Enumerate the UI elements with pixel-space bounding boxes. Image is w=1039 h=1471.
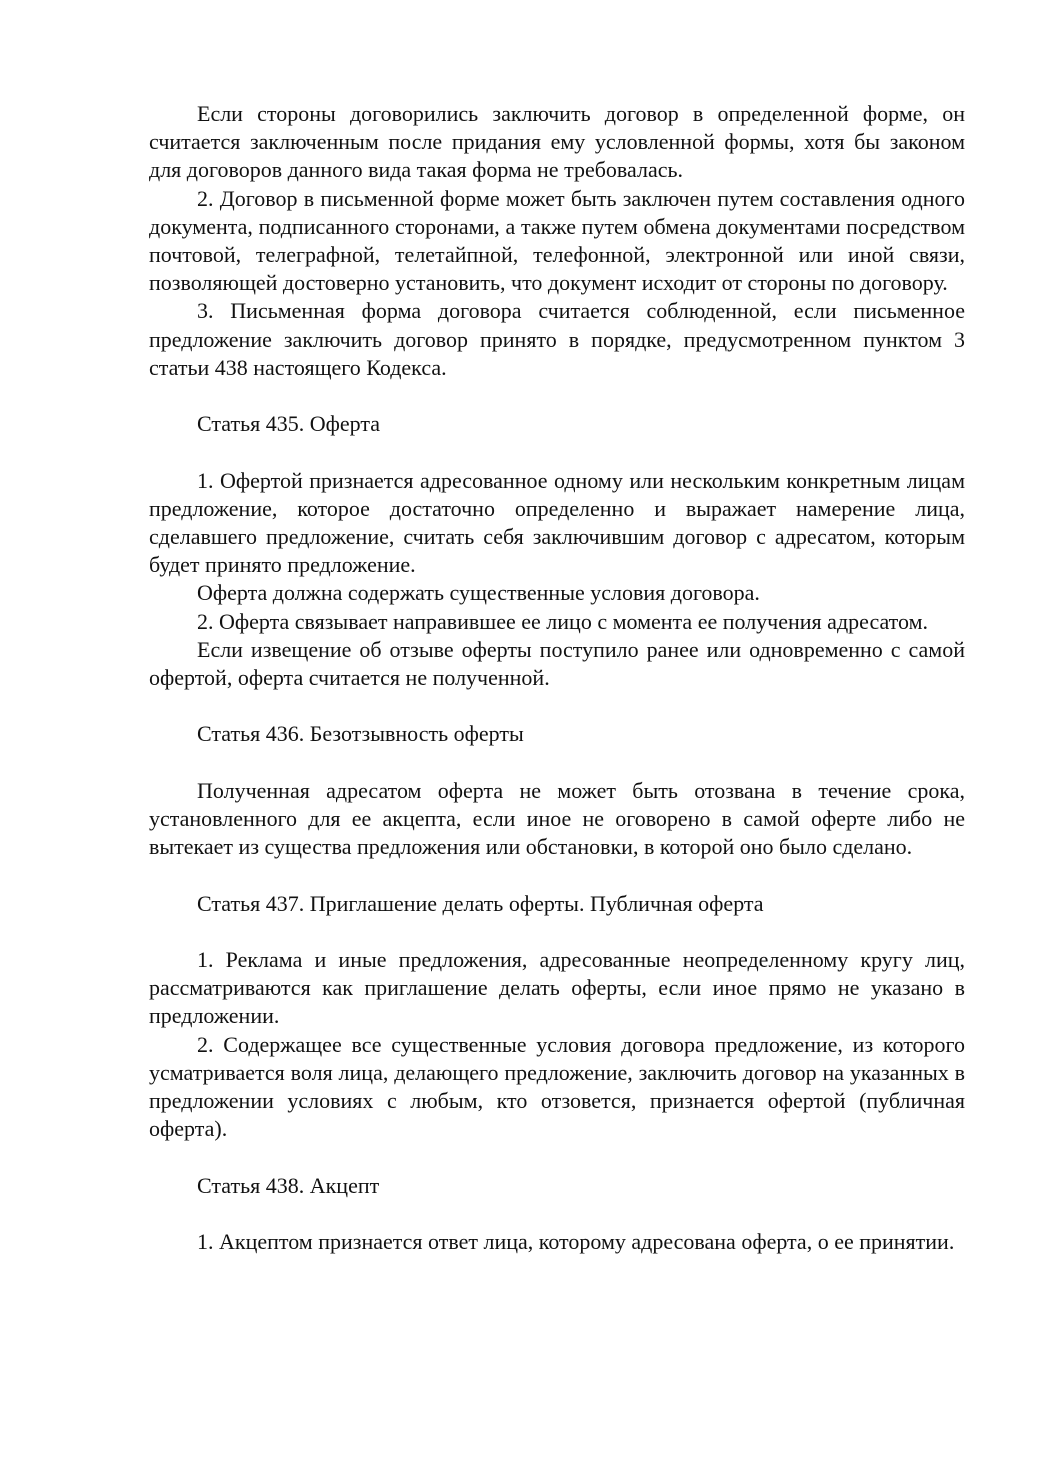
spacer bbox=[149, 861, 965, 889]
article-435-paragraph-4: Если извещение об отзыве оферты поступило ранее или одновременно с самой офертой, оферта считается не полученной. bbox=[149, 636, 965, 691]
article-435-heading: Статья 435. Оферта bbox=[197, 411, 380, 437]
article-435-paragraph-3: 2. Оферта связывает направившее ее лицо с момента ее получения адресатом. bbox=[197, 608, 929, 634]
article-437-paragraph-2: 2. Содержащее все существенные условия договора предложение, из которого усматривается воля лица, делающего предложение, заключить договор на указанных в предложении условиях с любым, кто отзовется, признается офертой (публичная оферта). bbox=[149, 1031, 965, 1142]
spacer bbox=[149, 1143, 965, 1171]
article-438-heading: Статья 438. Акцепт bbox=[197, 1172, 380, 1198]
spacer bbox=[149, 918, 965, 946]
paragraph-written-form: 2. Договор в письменной форме может быть заключен путем составления одного документа, подписанного сторонами, а также путем обмена документами посредством почтовой, телеграфной, телетайпной, телефонной, электронной или иной связи, позволяющей достоверно установить, что документ исходит от стороны по договору. bbox=[149, 185, 965, 296]
article-436-heading: Статья 436. Безотзывность оферты bbox=[197, 721, 524, 747]
article-437-heading: Статья 437. Приглашение делать оферты. Публичная оферта bbox=[197, 890, 764, 916]
spacer bbox=[149, 692, 965, 720]
article-438-paragraph-1: 1. Акцептом признается ответ лица, которому адресована оферта, о ее принятии. bbox=[197, 1229, 955, 1254]
document-page bbox=[149, 100, 965, 1256]
spacer bbox=[149, 1200, 965, 1228]
article-435-paragraph-1: 1. Офертой признается адресованное одному или нескольким конкретным лицам предложение, которое достаточно определенно и выражает намерение лица, сделавшего предложение, считать себя заключившим договор с адресатом, которым будет принято предложение. bbox=[149, 467, 965, 578]
paragraph-form-agreement: Если стороны договорились заключить договор в определенной форме, он считается заключенным после придания ему условленной формы, хотя бы законом для договоров данного вида такая форма не требовалась. bbox=[149, 101, 965, 183]
article-437-paragraph-1: 1. Реклама и иные предложения, адресованные неопределенному кругу лиц, рассматриваются как приглашение делать оферты, если иное прямо не указано в предложении. bbox=[149, 947, 965, 1029]
spacer bbox=[149, 438, 965, 466]
spacer bbox=[149, 382, 965, 410]
article-435-paragraph-2: Оферта должна содержать существенные условия договора. bbox=[197, 580, 760, 606]
spacer bbox=[149, 749, 965, 777]
paragraph-written-form-compliance: 3. Письменная форма договора считается соблюденной, если письменное предложение заключить договор принято в порядке, предусмотренном пунктом 3 статьи 438 настоящего Кодекса. bbox=[149, 298, 965, 380]
article-436-paragraph-1: Полученная адресатом оферта не может быть отозвана в течение срока, установленного для ее акцепта, если иное не оговорено в самой оферте либо не вытекает из существа предложения или обстановки, в которой оно было сделано. bbox=[149, 777, 965, 860]
